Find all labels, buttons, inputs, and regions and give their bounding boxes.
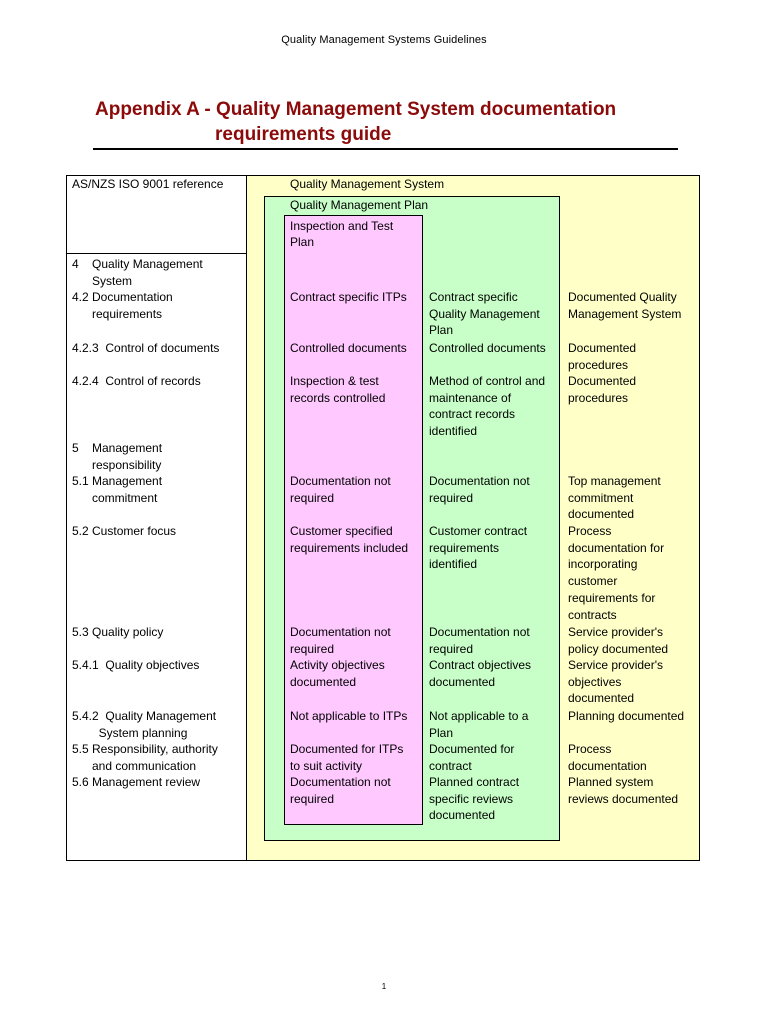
system-cell: customer xyxy=(568,574,618,589)
reference-cell: 5.2 Customer focus xyxy=(72,524,177,538)
plan-cell: Documented for xyxy=(429,742,515,756)
itp-column-header-line-2: Plan xyxy=(290,235,315,249)
plan-cell: Quality Management xyxy=(429,306,540,321)
running-header: Quality Management Systems Guidelines xyxy=(281,34,487,46)
page-number: 1 xyxy=(381,982,387,991)
system-cell: Documented xyxy=(568,341,637,355)
itp-cell: Documented for ITPs xyxy=(290,742,404,756)
itp-cell: Customer specified xyxy=(290,524,393,538)
reference-cell: 5 Management xyxy=(72,441,163,455)
plan-cell: Method of control and xyxy=(429,374,546,388)
system-cell: Documented xyxy=(568,374,637,388)
system-cell: objectives xyxy=(568,674,622,689)
reference-cell: 4.2.3 Control of documents xyxy=(72,341,220,355)
plan-cell: Controlled documents xyxy=(429,341,546,355)
plan-column-header: Quality Management Plan xyxy=(290,198,429,212)
plan-cell: required xyxy=(429,641,474,656)
itp-band xyxy=(284,215,423,825)
title-underline xyxy=(93,148,678,150)
reference-cell: 5.6 Management review xyxy=(72,775,201,789)
itp-cell: Not applicable to ITPs xyxy=(290,709,408,723)
plan-cell: required xyxy=(429,490,474,505)
itp-cell: to suit activity xyxy=(290,758,363,773)
system-cell: commitment xyxy=(568,490,634,505)
plan-cell: Plan xyxy=(429,323,454,338)
itp-cell: requirements included xyxy=(290,540,409,555)
reference-cell: 5.1 Management xyxy=(72,474,163,488)
plan-cell: Documentation not xyxy=(429,625,530,639)
itp-cell: Inspection & test xyxy=(290,374,379,388)
plan-cell: contract xyxy=(429,758,472,773)
system-cell: Documented Quality xyxy=(568,290,677,304)
plan-cell: contract records xyxy=(429,407,516,422)
itp-cell: Documentation not xyxy=(290,625,391,639)
reference-cell: responsibility xyxy=(72,457,162,472)
plan-cell: documented xyxy=(429,808,496,823)
system-cell: requirements for xyxy=(568,590,656,605)
plan-cell: Plan xyxy=(429,725,454,740)
title-line-1: Appendix A - Quality Management System documentation xyxy=(95,99,617,120)
system-cell: Management System xyxy=(568,306,682,321)
system-cell: policy documented xyxy=(568,641,669,656)
itp-cell: Contract specific ITPs xyxy=(290,290,407,304)
system-cell: incorporating xyxy=(568,557,638,572)
system-cell: Planning documented xyxy=(568,709,685,723)
reference-cell: 5.4.1 Quality objectives xyxy=(72,658,200,672)
divider-tick xyxy=(246,823,247,832)
reference-cell: 4.2 Documentation xyxy=(72,290,173,304)
system-cell: documented xyxy=(568,691,635,706)
plan-cell: identified xyxy=(429,424,478,439)
reference-cell: 5.4.2 Quality Management xyxy=(72,709,217,723)
reference-cell: 5.5 Responsibility, authority xyxy=(72,742,218,756)
itp-cell: records controlled xyxy=(290,390,386,405)
system-cell: Process xyxy=(568,742,612,756)
plan-cell: Contract specific xyxy=(429,290,518,304)
system-cell: documentation for xyxy=(568,540,665,555)
reference-cell: 5.3 Quality policy xyxy=(72,625,164,639)
reference-cell: System xyxy=(72,273,133,288)
plan-cell: Contract objectives xyxy=(429,658,532,672)
reference-cell: System planning xyxy=(72,725,188,740)
plan-cell: Customer contract xyxy=(429,524,528,538)
itp-cell: Documentation not xyxy=(290,775,391,789)
reference-cell: requirements xyxy=(72,306,163,321)
itp-cell: required xyxy=(290,490,335,505)
system-cell: Top management xyxy=(568,474,661,488)
plan-cell: Documentation not xyxy=(429,474,530,488)
reference-cell: 4 Quality Management xyxy=(72,257,203,271)
reference-header-divider xyxy=(66,253,247,254)
itp-cell: required xyxy=(290,791,335,806)
itp-cell: Controlled documents xyxy=(290,341,407,355)
itp-cell: Activity objectives xyxy=(290,658,385,672)
plan-cell: requirements xyxy=(429,540,500,555)
qms-column-header: Quality Management System xyxy=(290,177,445,191)
system-cell: documentation xyxy=(568,758,647,773)
system-cell: reviews documented xyxy=(568,791,679,806)
reference-cell: commitment xyxy=(72,490,158,505)
system-cell: Planned system xyxy=(568,775,654,789)
system-cell: Service provider's xyxy=(568,658,663,672)
system-cell: procedures xyxy=(568,390,629,405)
itp-cell: required xyxy=(290,641,335,656)
reference-column-divider xyxy=(246,176,247,860)
plan-cell: maintenance of xyxy=(429,390,512,405)
system-cell: contracts xyxy=(568,607,617,622)
reference-cell: and communication xyxy=(72,758,197,773)
page-title xyxy=(95,97,695,147)
plan-cell: specific reviews xyxy=(429,791,514,806)
plan-cell: documented xyxy=(429,674,496,689)
plan-cell: Planned contract xyxy=(429,775,520,789)
title-line-2: requirements guide xyxy=(215,124,392,145)
system-cell: procedures xyxy=(568,357,629,372)
reference-column-header: AS/NZS ISO 9001 reference xyxy=(72,177,224,191)
itp-column-header-line-1: Inspection and Test xyxy=(290,219,394,233)
itp-cell: Documentation not xyxy=(290,474,391,488)
itp-cell: documented xyxy=(290,674,357,689)
system-cell: documented xyxy=(568,507,635,522)
reference-cell: 4.2.4 Control of records xyxy=(72,374,201,388)
system-cell: Process xyxy=(568,524,612,538)
plan-cell: Not applicable to a xyxy=(429,709,529,723)
plan-cell: identified xyxy=(429,557,478,572)
divider-tick xyxy=(264,823,265,832)
system-cell: Service provider's xyxy=(568,625,663,639)
